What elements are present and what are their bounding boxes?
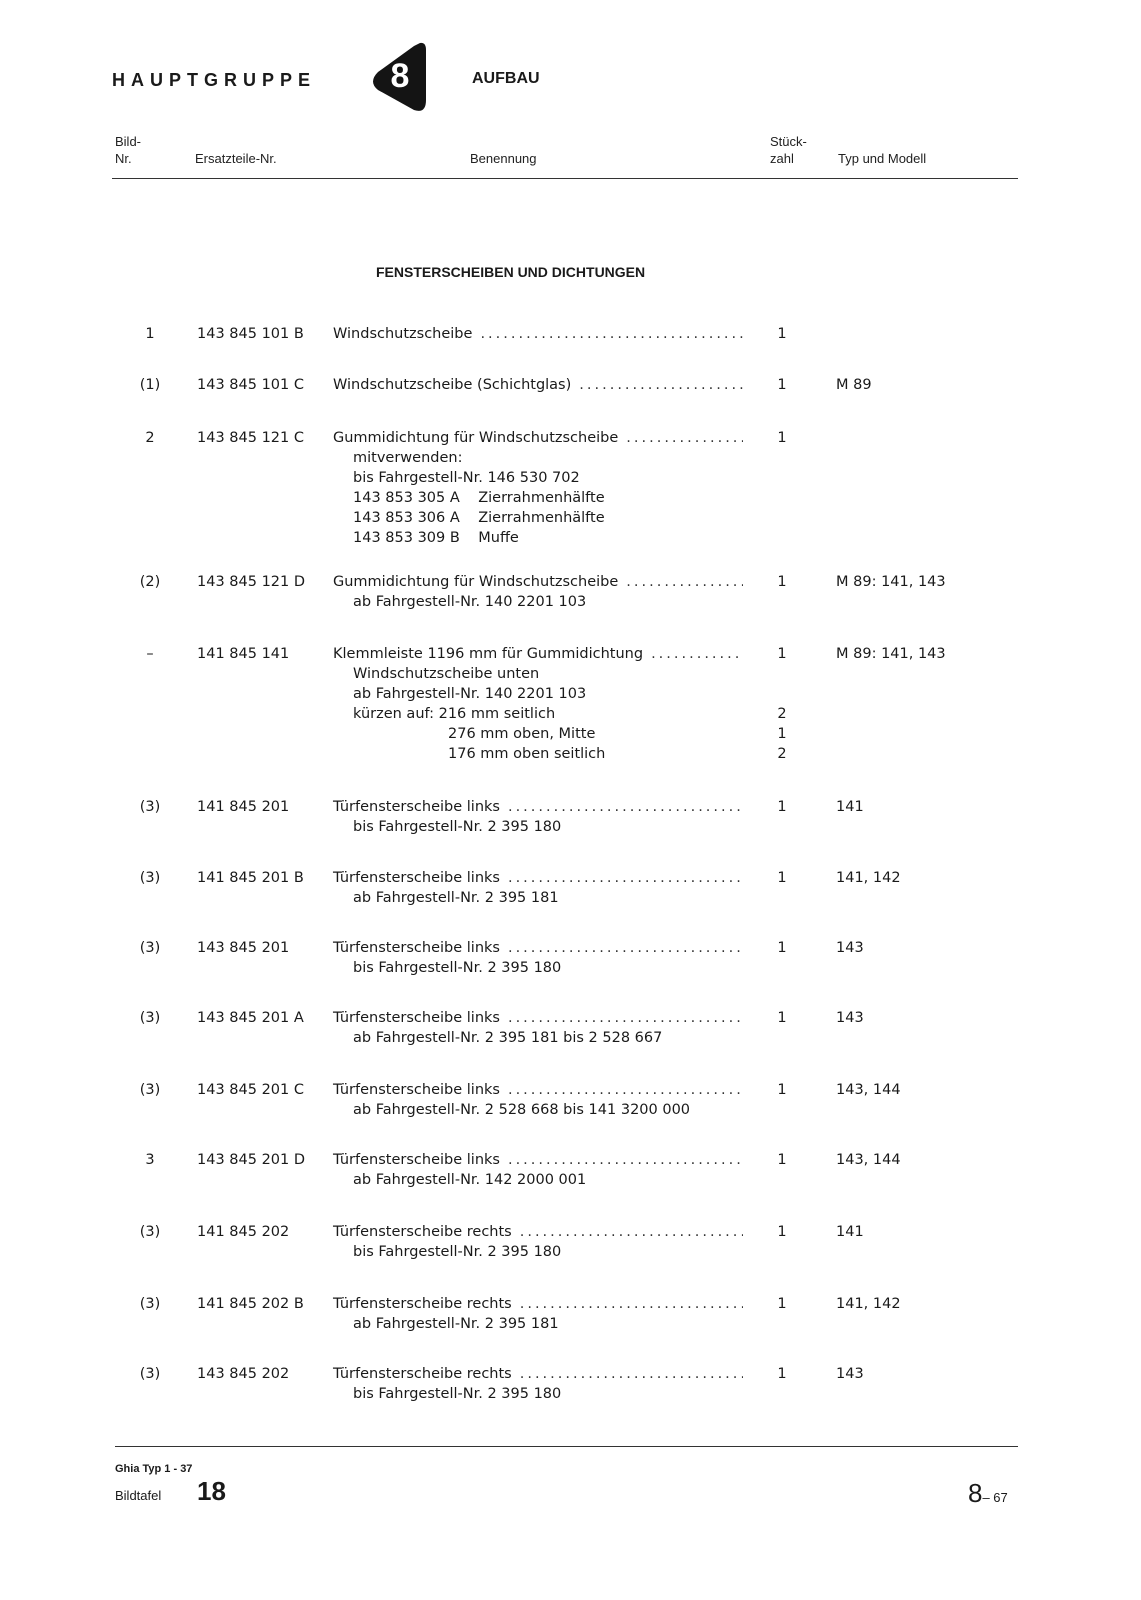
part-type-model: M 89 (836, 377, 872, 393)
part-number: 143 845 202 (197, 1366, 290, 1382)
dot-leader (500, 1080, 743, 1100)
part-description-block (333, 1294, 743, 1334)
part-bild-nr: (3) (139, 1366, 161, 1382)
page-number (968, 1478, 1008, 1509)
part-description: Türfensterscheibe links (333, 1152, 500, 1168)
part-description-block (333, 1008, 743, 1048)
part-number: 141 845 202 (197, 1224, 290, 1240)
part-sub-line: ab Fahrgestell-Nr. 2 395 181 bis 2 528 667 (353, 1030, 663, 1046)
part-quantity-column (772, 428, 792, 548)
part-description-block (333, 428, 743, 548)
part-description-line (333, 1294, 743, 1314)
part-description: Windschutzscheibe (Schichtglas) (333, 377, 572, 393)
part-quantity: 1 (777, 1366, 787, 1382)
part-description-line (333, 868, 743, 888)
part-quantity-column (772, 644, 792, 764)
part-quantity-column (772, 1008, 792, 1048)
part-type-model: M 89: 141, 143 (836, 574, 946, 590)
col-header-stueck-line1: Stück- (770, 134, 807, 149)
part-quantity-column (772, 572, 792, 612)
part-type-model: 141, 142 (836, 870, 901, 886)
part-sub-quantity (772, 888, 792, 908)
dot-leader (618, 428, 743, 448)
part-sub-line: ab Fahrgestell-Nr. 2 395 181 (353, 1316, 559, 1332)
part-description-line (333, 1080, 743, 1100)
part-description: Klemmleiste 1196 mm für Gummidichtung (333, 646, 644, 662)
main-group-name: AUFBAU (472, 70, 540, 87)
part-sub-line: ab Fahrgestell-Nr. 140 2201 103 (353, 686, 587, 702)
part-number: 143 845 101 B (197, 326, 304, 342)
part-quantity-column (772, 375, 792, 395)
part-description-line (333, 938, 743, 958)
part-bild-nr: (3) (139, 1224, 161, 1240)
part-number: 143 845 101 C (197, 377, 304, 393)
dot-leader (500, 1008, 743, 1028)
part-quantity: 1 (777, 377, 787, 393)
part-description-line (333, 324, 743, 344)
part-type-model: 143 (836, 940, 864, 956)
part-type-model: M 89: 141, 143 (836, 646, 946, 662)
part-description-line (333, 797, 743, 817)
part-bild-nr: (3) (139, 940, 161, 956)
header-divider (112, 178, 1018, 179)
part-sub-line: mitverwenden: (353, 450, 463, 466)
part-quantity: 1 (777, 1224, 787, 1240)
part-description-line (333, 428, 743, 448)
part-type-model: 143 (836, 1366, 864, 1382)
part-description-line (333, 1150, 743, 1170)
part-description-block (333, 324, 743, 344)
part-bild-nr: (3) (139, 1010, 161, 1026)
part-description-block (333, 938, 743, 978)
dot-leader (512, 1222, 743, 1242)
part-bild-nr: (1) (139, 377, 161, 393)
part-sub-line: bis Fahrgestell-Nr. 146 530 702 (353, 470, 580, 486)
col-header-typ-modell: Typ und Modell (838, 151, 927, 166)
part-sub-line: 176 mm oben seitlich (448, 746, 606, 762)
part-description-block (333, 572, 743, 612)
part-description-line (333, 1222, 743, 1242)
part-sub-quantity (772, 592, 792, 612)
dot-leader (500, 797, 743, 817)
part-bild-nr: (3) (139, 870, 161, 886)
part-description-block (333, 1150, 743, 1190)
dot-leader (500, 868, 743, 888)
part-bild-nr: (2) (139, 574, 161, 590)
part-description-block (333, 375, 743, 395)
part-quantity-column (772, 1150, 792, 1190)
dot-leader (500, 938, 743, 958)
part-quantity: 1 (777, 326, 787, 342)
part-sub-quantity (772, 468, 792, 488)
part-description-line (333, 1364, 743, 1384)
part-quantity-column (772, 938, 792, 978)
part-type-model: 143 (836, 1010, 864, 1026)
part-type-model: 143, 144 (836, 1082, 901, 1098)
part-sub-line: 143 853 305 A Zierrahmenhälfte (353, 490, 605, 506)
part-bild-nr: 2 (145, 430, 155, 446)
part-type-model: 143, 144 (836, 1152, 901, 1168)
col-header-ersatzteile-nr: Ersatzteile-Nr. (195, 151, 277, 166)
part-description: Türfensterscheibe links (333, 799, 500, 815)
part-sub-quantity (772, 1314, 792, 1334)
part-sub-quantity (772, 1384, 792, 1404)
part-quantity-column (772, 1222, 792, 1262)
part-sub-quantity (772, 1100, 792, 1120)
part-description-block (333, 868, 743, 908)
part-sub-quantity (772, 448, 792, 468)
part-quantity-column (772, 868, 792, 908)
part-description: Türfensterscheibe links (333, 1082, 500, 1098)
group-number-badge (370, 40, 428, 116)
part-quantity-column (772, 1294, 792, 1334)
part-type-model: 141 (836, 799, 864, 815)
part-bild-nr: – (146, 646, 154, 662)
col-header-bild-line2: Nr. (115, 151, 132, 166)
part-sub-line: ab Fahrgestell-Nr. 2 395 181 (353, 890, 559, 906)
col-header-stueckzahl (770, 133, 807, 167)
part-sub-quantity (772, 684, 792, 704)
part-description: Türfensterscheibe rechts (333, 1296, 512, 1312)
dot-leader (500, 1150, 743, 1170)
part-sub-line: bis Fahrgestell-Nr. 2 395 180 (353, 819, 562, 835)
part-number: 143 845 121 D (197, 574, 306, 590)
dot-leader (618, 572, 743, 592)
part-quantity: 1 (777, 870, 787, 886)
part-sub-quantity: 1 (777, 726, 787, 742)
part-quantity: 1 (777, 646, 787, 662)
col-header-stueck-line2: zahl (770, 151, 794, 166)
part-quantity: 1 (777, 430, 787, 446)
part-description: Türfensterscheibe links (333, 870, 500, 886)
part-description-line (333, 375, 743, 395)
part-sub-quantity (772, 1028, 792, 1048)
part-quantity: 1 (777, 1082, 787, 1098)
part-quantity-column (772, 1080, 792, 1120)
part-number: 143 845 201 (197, 940, 290, 956)
part-sub-line: ab Fahrgestell-Nr. 142 2000 001 (353, 1172, 587, 1188)
part-sub-quantity (772, 817, 792, 837)
part-number: 143 845 201 D (197, 1152, 306, 1168)
part-sub-quantity (772, 1170, 792, 1190)
dot-leader (512, 1364, 743, 1384)
part-type-model: 141, 142 (836, 1296, 901, 1312)
part-type-model: 141 (836, 1224, 864, 1240)
part-number: 143 845 121 C (197, 430, 304, 446)
part-quantity: 1 (777, 940, 787, 956)
group-number: 8 (390, 57, 410, 95)
part-bild-nr: (3) (139, 799, 161, 815)
part-description-line (333, 644, 743, 664)
part-sub-line: kürzen auf: 216 mm seitlich (353, 706, 556, 722)
part-description-block (333, 1080, 743, 1120)
part-number: 141 845 201 B (197, 870, 304, 886)
footer-bildtafel-label: Bildtafel (115, 1488, 162, 1503)
part-sub-line: bis Fahrgestell-Nr. 2 395 180 (353, 1386, 562, 1402)
part-description-line (333, 1008, 743, 1028)
part-quantity-column (772, 324, 792, 344)
part-sub-line: 143 853 306 A Zierrahmenhälfte (353, 510, 605, 526)
col-header-bild-nr (115, 133, 141, 167)
part-sub-quantity (772, 1242, 792, 1262)
dot-leader (571, 375, 743, 395)
part-quantity: 1 (777, 1296, 787, 1312)
part-sub-quantity: 2 (777, 746, 787, 762)
dot-leader (512, 1294, 743, 1314)
part-number: 141 845 141 (197, 646, 290, 662)
col-header-benennung: Benennung (470, 151, 537, 166)
part-quantity: 1 (777, 1010, 787, 1026)
page-number-sub: – 67 (982, 1490, 1008, 1505)
page-number-main: 8 (968, 1478, 983, 1508)
part-number: 141 845 202 B (197, 1296, 304, 1312)
part-description: Türfensterscheibe rechts (333, 1366, 512, 1382)
part-bild-nr: (3) (139, 1296, 161, 1312)
part-sub-line: ab Fahrgestell-Nr. 140 2201 103 (353, 594, 587, 610)
part-description: Windschutzscheibe (333, 326, 473, 342)
part-description-line (333, 572, 743, 592)
dot-leader (472, 324, 743, 344)
part-quantity: 1 (777, 799, 787, 815)
col-header-bild-line1: Bild- (115, 134, 142, 149)
part-sub-quantity (772, 528, 792, 548)
part-description-block (333, 797, 743, 837)
part-sub-quantity (772, 958, 792, 978)
part-description-block (333, 644, 743, 764)
part-quantity: 1 (777, 1152, 787, 1168)
part-sub-line: 143 853 309 B Muffe (353, 530, 519, 546)
part-description-block (333, 1222, 743, 1262)
dot-leader (643, 644, 743, 664)
part-description: Gummidichtung für Windschutzscheibe (333, 430, 619, 446)
part-sub-quantity (772, 488, 792, 508)
part-bild-nr: 3 (145, 1152, 155, 1168)
part-sub-line: bis Fahrgestell-Nr. 2 395 180 (353, 1244, 562, 1260)
part-description-block (333, 1364, 743, 1404)
main-group-label: HAUPTGRUPPE (112, 70, 317, 90)
part-description: Türfensterscheibe rechts (333, 1224, 512, 1240)
part-description: Türfensterscheibe links (333, 940, 500, 956)
part-sub-quantity (772, 508, 792, 528)
part-sub-line: 276 mm oben, Mitte (448, 726, 596, 742)
part-number: 143 845 201 C (197, 1082, 304, 1098)
part-sub-line: bis Fahrgestell-Nr. 2 395 180 (353, 960, 562, 976)
part-description: Türfensterscheibe links (333, 1010, 500, 1026)
footer-divider (115, 1446, 1018, 1447)
part-quantity-column (772, 797, 792, 837)
triangle-badge-icon (370, 40, 428, 116)
part-sub-line: Windschutzscheibe unten (353, 666, 540, 682)
part-number: 141 845 201 (197, 799, 290, 815)
footer-model: Ghia Typ 1 - 37 (115, 1463, 193, 1475)
part-sub-quantity: 2 (777, 706, 787, 722)
part-quantity-column (772, 1364, 792, 1404)
part-description: Gummidichtung für Windschutzscheibe (333, 574, 619, 590)
part-sub-line: ab Fahrgestell-Nr. 2 528 668 bis 141 3200 000 (353, 1102, 691, 1118)
part-sub-quantity (772, 664, 792, 684)
part-bild-nr: (3) (139, 1082, 161, 1098)
part-number: 143 845 201 A (197, 1010, 304, 1026)
footer-bildtafel-number: 18 (197, 1476, 226, 1506)
section-title: FENSTERSCHEIBEN UND DICHTUNGEN (376, 264, 646, 280)
part-quantity: 1 (777, 574, 787, 590)
part-bild-nr: 1 (145, 326, 155, 342)
